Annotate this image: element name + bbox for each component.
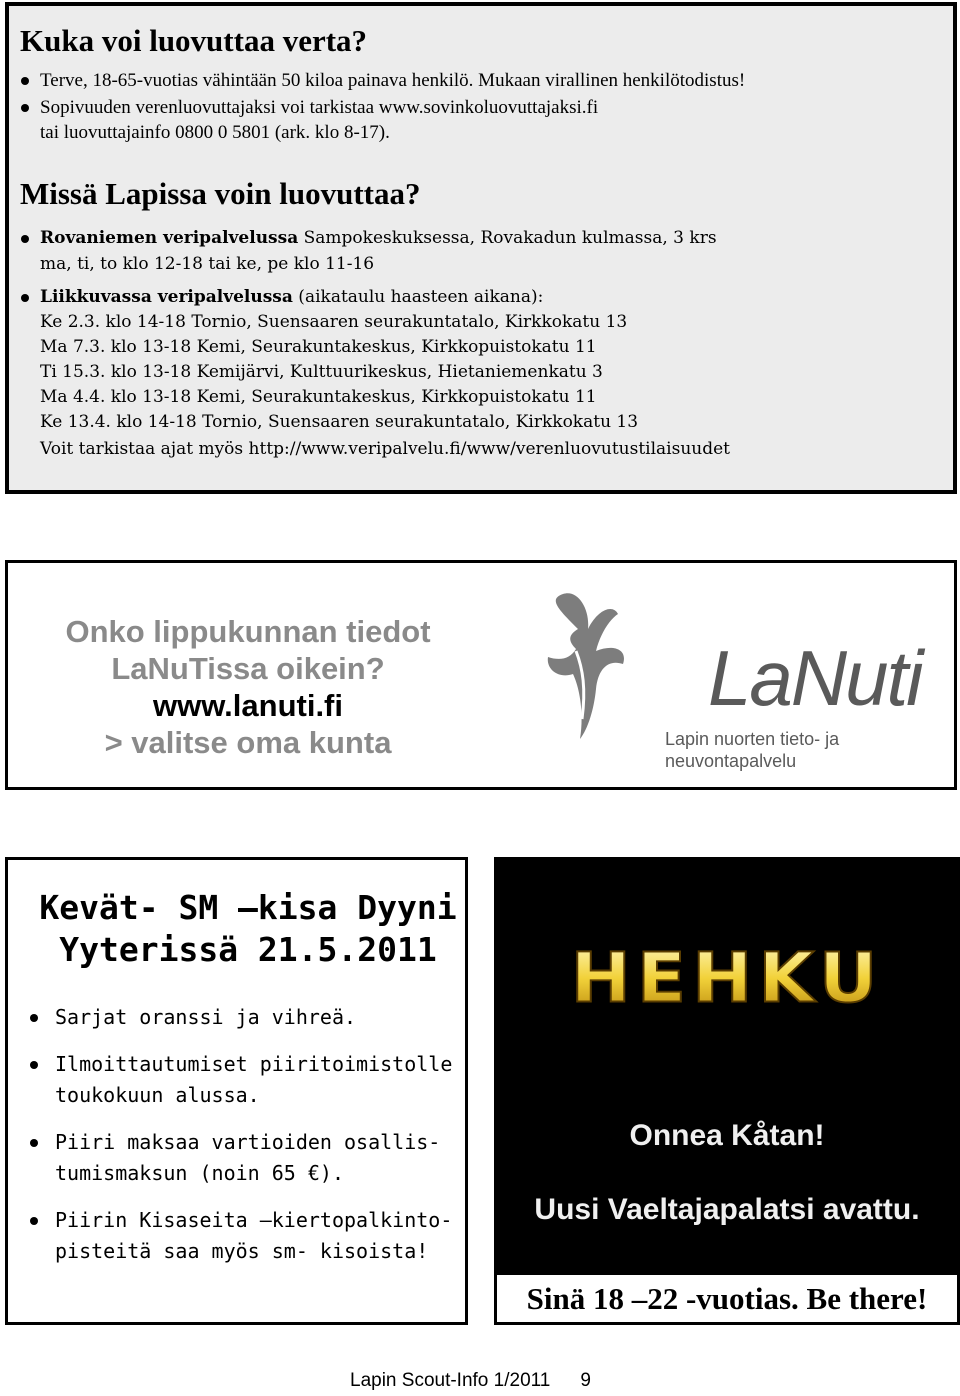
list-item: Rovaniemen veripalvelussa Sampokeskuksessa, Rovakadun kulmassa, 3 krs [40, 226, 717, 251]
schedule-row: Ti 15.3. klo 13-18 Kemijärvi, Kulttuurikeskus, Hietaniemenkatu 3 [40, 362, 603, 382]
lanuti-ad-box [5, 560, 957, 790]
bullet-icon [21, 77, 29, 85]
hehku-logo [494, 857, 960, 1272]
page-number: 9 [580, 1370, 591, 1391]
bullet-icon [30, 1217, 38, 1225]
hehku-slogan: Sinä 18 –22 -vuotias. Be there! [494, 1272, 960, 1325]
bullet-icon [30, 1061, 38, 1069]
competition-box [5, 857, 468, 1325]
opening-hours: ma, ti, to klo 12-18 tai ke, pe klo 11-16 [40, 254, 375, 274]
publication-name: Lapin Scout-Info 1/2011 [350, 1370, 551, 1391]
bullet-icon [21, 294, 29, 302]
lanuti-prompt: Onko lippukunnan tiedot LaNuTissa oikein? www.lanuti.fi > valitse oma kunta [38, 613, 458, 761]
where-heading: Missä Lapissa voin luovuttaa? [20, 176, 421, 211]
bullet-icon [21, 104, 29, 112]
list-item: Sarjat oranssi ja vihreä. [30, 1002, 460, 1033]
list-item-continuation: tai luovuttajainfo 0800 0 5801 (ark. klo 8-17). [40, 122, 390, 143]
lanuti-logo-text: LaNuti [708, 634, 922, 722]
list-item: Terve, 18-65-vuotias vähintään 50 kiloa painava henkilö. Mukaan virallinen henkilötodistus! [40, 68, 745, 93]
bullet-icon [30, 1139, 38, 1147]
competition-list [30, 1002, 460, 1283]
hehku-logo-text: HEHKU [570, 938, 884, 1018]
list-item: Liikkuvassa veripalvelussa (aikataulu haasteen aikana): [40, 285, 543, 310]
competition-title: Kevät- SM –kisa Dyyni Yyterissä 21.5.2011 [39, 888, 457, 969]
hehku-congrats: Onnea Kåtan! [629, 1119, 825, 1152]
list-item: Piiri maksaa vartioiden osallis- tumismaksun (noin 65 €). [30, 1127, 460, 1189]
schedule-row: Ke 2.3. klo 14-18 Tornio, Suensaaren seurakuntatalo, Kirkkokatu 13 [40, 312, 628, 332]
page-footer [350, 1368, 591, 1394]
schedule-link[interactable]: Voit tarkistaa ajat myös http://www.veripalvelu.fi/www/verenluovutustilaisuudet [40, 439, 731, 459]
list-item: Ilmoittautumiset piiritoimistolle toukokuun alussa. [30, 1049, 460, 1111]
schedule-row: Ma 4.4. klo 13-18 Kemi, Seurakuntakeskus, Kirkkopuistokatu 11 [40, 387, 597, 407]
hehku-ad-box [494, 857, 960, 1325]
schedule-row: Ke 13.4. klo 14-18 Tornio, Suensaaren seurakuntatalo, Kirkkokatu 13 [40, 412, 639, 432]
donation-heading: Kuka voi luovuttaa verta? [20, 23, 368, 58]
schedule-row: Ma 7.3. klo 13-18 Kemi, Seurakuntakeskus, Kirkkopuistokatu 11 [40, 337, 597, 357]
bullet-icon [21, 235, 29, 243]
bullet-icon [30, 1014, 38, 1022]
list-item: Piirin Kisaseita –kiertopalkinto- pisteitä saa myös sm- kisoista! [30, 1205, 460, 1267]
lanuti-link[interactable]: www.lanuti.fi [152, 688, 343, 723]
list-item: Sopivuuden verenluovuttajaksi voi tarkistaa www.sovinkoluovuttajaksi.fi [40, 95, 598, 120]
hehku-announcement: Uusi Vaeltajapalatsi avattu. [534, 1193, 920, 1226]
lanuti-tagline: Lapin nuorten tieto- ja neuvontapalvelu [665, 729, 840, 771]
